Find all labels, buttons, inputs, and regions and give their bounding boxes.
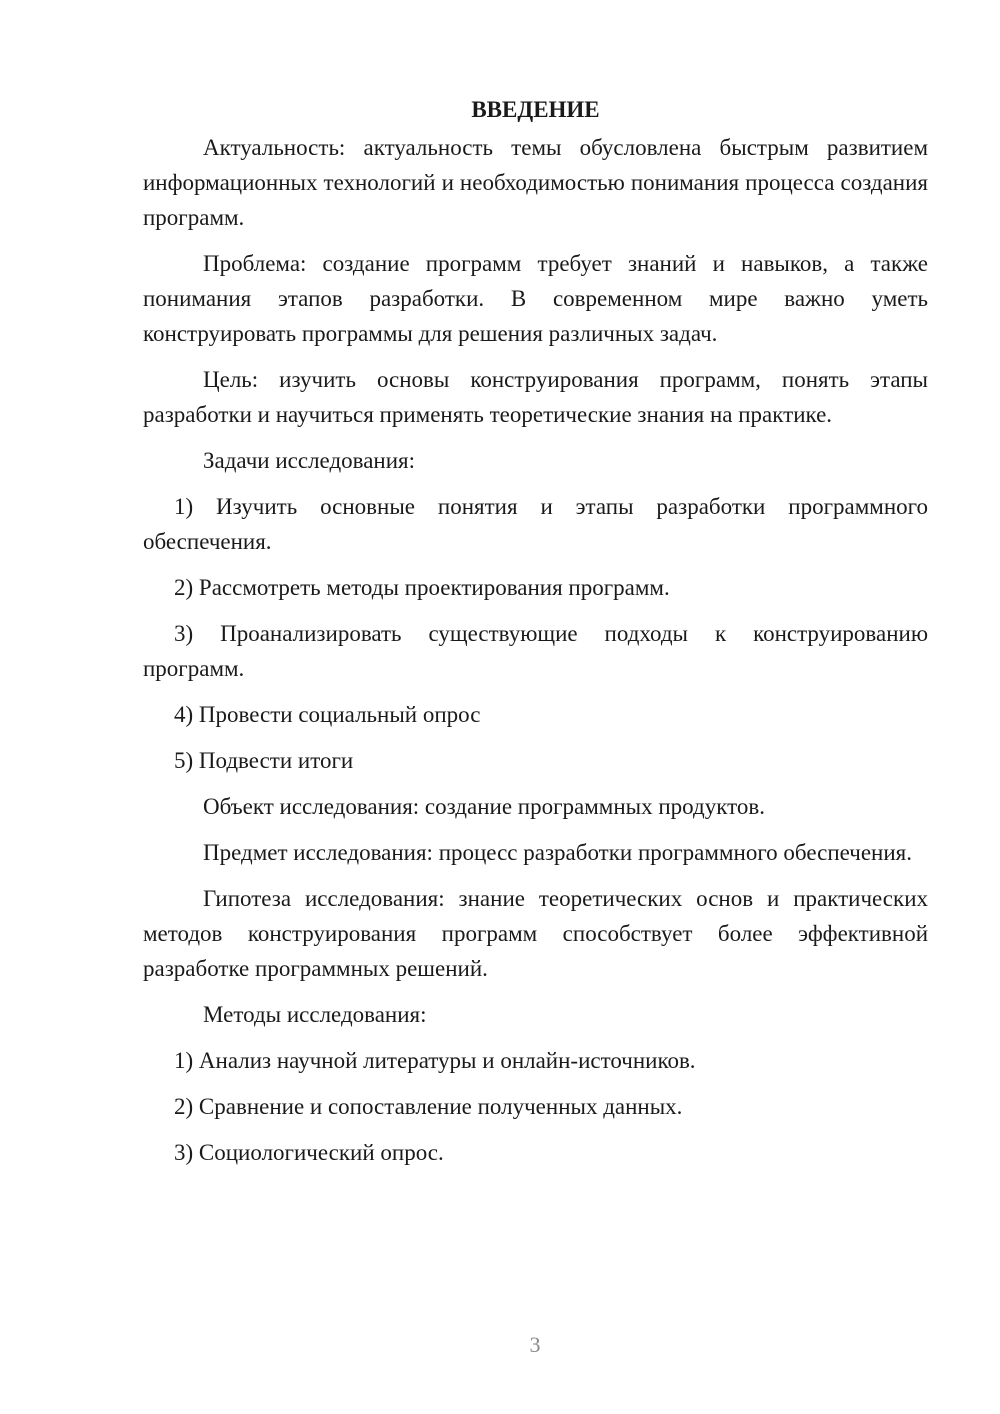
- paragraph-object: Объект исследования: создание программных продуктов.: [203, 794, 765, 819]
- list-item-method-3: 3) Социологический опрос.: [174, 1140, 444, 1165]
- page-number: 3: [529, 1332, 541, 1357]
- list-item-method-1: 1) Анализ научной литературы и онлайн-источников.: [174, 1048, 696, 1073]
- paragraph-hypothesis: Гипотеза исследования: знание теоретических основ и практических методов конструирования программ способствует более эффективной разработке программных решений.: [143, 886, 928, 981]
- paragraph-problem: Проблема: создание программ требует знаний и навыков, а также понимания этапов разработки. В современном мире важно уметь конструировать программы для решения различных задач.: [143, 251, 928, 346]
- list-item-task-5: 5) Подвести итоги: [174, 748, 354, 773]
- page-content: [143, 92, 928, 1181]
- paragraph-subject: Предмет исследования: процесс разработки программного обеспечения.: [203, 840, 912, 865]
- list-item-method-2: 2) Сравнение и сопоставление полученных данных.: [174, 1094, 683, 1119]
- section-heading: ВВЕДЕНИЕ: [471, 97, 600, 122]
- list-item-task-2: 2) Рассмотреть методы проектирования программ.: [174, 575, 670, 600]
- list-item-task-4: 4) Провести социальный опрос: [174, 702, 481, 727]
- paragraph-goal: Цель: изучить основы конструирования программ, понять этапы разработки и научиться применять теоретические знания на практике.: [143, 367, 928, 427]
- paragraph-methods-heading: Методы исследования:: [203, 1002, 427, 1027]
- paragraph-tasks-heading: Задачи исследования:: [203, 448, 416, 473]
- paragraph-relevance: Актуальность: актуальность темы обусловлена быстрым развитием информационных технологий и необходимостью понимания процесса создания программ.: [143, 135, 928, 230]
- list-item-task-3: 3) Проанализировать существующие подходы к конструированию программ.: [143, 621, 928, 681]
- list-item-task-1: 1) Изучить основные понятия и этапы разработки программного обеспечения.: [143, 494, 928, 554]
